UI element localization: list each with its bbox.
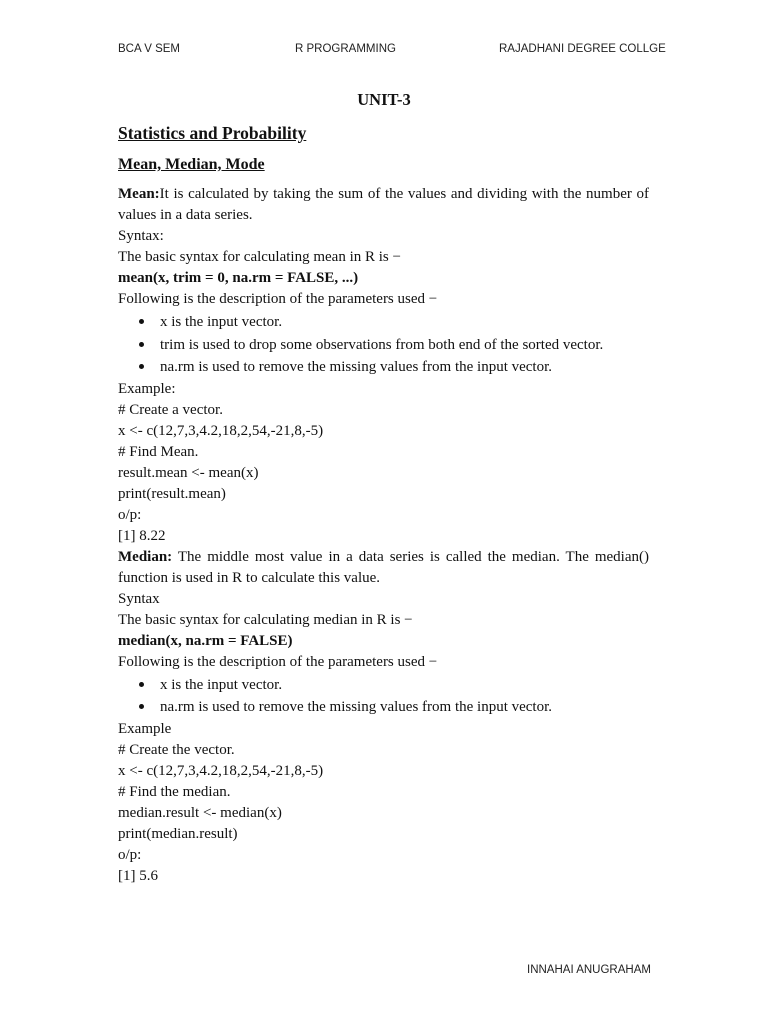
mean-signature: mean(x, trim = 0, na.rm = FALSE, ...) [118, 270, 359, 286]
median-syntax-intro: The basic syntax for calculating median in R is − [118, 611, 413, 628]
code-line: [1] 5.6 [118, 867, 158, 884]
list-item: na.rm is used to remove the missing values from the input vector. [160, 696, 649, 719]
list-item: trim is used to drop some observations from both end of the sorted vector. [160, 334, 649, 357]
code-line: result.mean <- mean(x) [118, 464, 259, 481]
code-line: o/p: [118, 846, 142, 863]
mean-syntax-label: Syntax: [118, 228, 164, 244]
code-line: # Create a vector. [118, 401, 223, 418]
code-line: x <- c(12,7,3,4.2,18,2,54,-21,8,-5) [118, 762, 324, 779]
subsection-title: Mean, Median, Mode [118, 156, 265, 173]
header-course: BCA V SEM [118, 43, 180, 55]
footer-author: INNAHAI ANUGRAHAM [527, 964, 651, 976]
header-college: RAJADHANI DEGREE COLLGE [499, 43, 666, 55]
mean-syntax-intro: The basic syntax for calculating mean in R is − [118, 249, 401, 265]
code-line: print(result.mean) [118, 485, 226, 502]
median-params-list [118, 674, 649, 719]
code-line: # Find the median. [118, 783, 231, 800]
median-syntax-label: Syntax [118, 590, 160, 607]
code-line: # Find Mean. [118, 443, 199, 460]
mean-params-intro: Following is the description of the parameters used − [118, 291, 438, 307]
list-item: x is the input vector. [160, 311, 649, 334]
mean-params-list [118, 311, 649, 379]
median-code-block [118, 740, 649, 887]
median-signature: median(x, na.rm = FALSE) [118, 632, 293, 649]
code-line: # Create the vector. [118, 741, 235, 758]
median-definition [118, 547, 649, 589]
median-definition-text: The middle most value in a data series is called the median. The median() function is used in R to calculate this value. [118, 548, 649, 586]
list-item: x is the input vector. [160, 674, 649, 697]
median-params-intro: Following is the description of the parameters used − [118, 653, 438, 670]
code-line: x <- c(12,7,3,4.2,18,2,54,-21,8,-5) [118, 422, 324, 439]
mean-definition [118, 184, 649, 226]
median-example-label: Example [118, 720, 172, 737]
section-title: Statistics and Probability [118, 123, 307, 143]
list-item: na.rm is used to remove the missing values from the input vector. [160, 356, 649, 379]
unit-title: UNIT-3 [357, 90, 411, 109]
code-line: median.result <- median(x) [118, 804, 282, 821]
code-line: print(median.result) [118, 825, 238, 842]
median-term: Median: [118, 548, 173, 565]
page-content [118, 121, 649, 887]
mean-code-block [118, 400, 649, 547]
code-line: [1] 8.22 [118, 527, 166, 544]
code-line: o/p: [118, 506, 142, 523]
mean-example-label: Example: [118, 380, 176, 397]
header-subject: R PROGRAMMING [295, 43, 396, 55]
mean-definition-text: It is calculated by taking the sum of the values and dividing with the number of values in a data series. [118, 186, 649, 223]
mean-term: Mean: [118, 186, 160, 202]
